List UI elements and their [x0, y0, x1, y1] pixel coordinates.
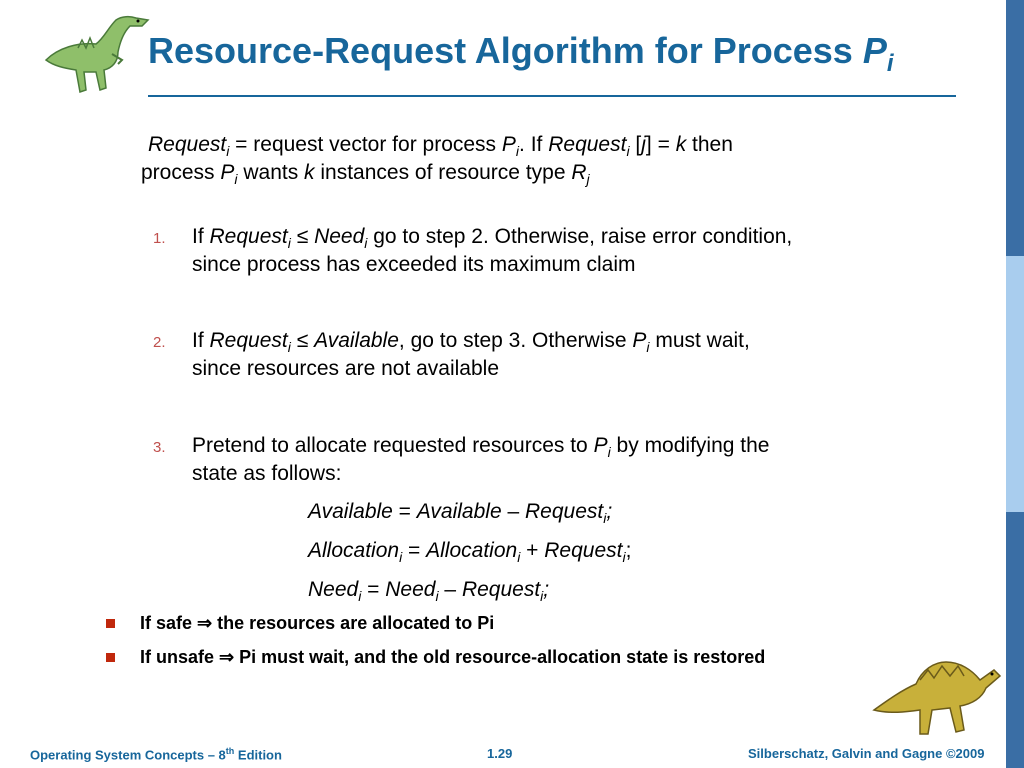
- title-underline: [148, 95, 956, 97]
- definition-line-2: process $P_i$ wants k instances of resource type $R_j$: [141, 161, 590, 188]
- bullet-square-icon: [106, 653, 115, 662]
- step-3-line-2: state as follows:: [192, 462, 342, 485]
- definition-line-1: Request$_i$ = request vector for process $P_i$. If Request$_i$ [j] = k then: [148, 133, 733, 160]
- equation-need: Need$_i$ = Need$_i$ – Request$_i$;: [308, 578, 550, 605]
- slide-title-main: Resource-Request Algorithm for Process: [148, 30, 863, 71]
- step-1-line-1: If Request$_i$ ≤ Need$_i$ go to step 2. Otherwise, raise error condition,: [192, 225, 793, 252]
- step-3-line-1: Pretend to allocate requested resources to $P_i$ by modifying the: [192, 434, 770, 461]
- equation-allocation: Allocation$_i$ = Allocation$_i$ + Request$_i$;: [308, 539, 632, 566]
- dinosaur-logo-icon: [38, 8, 158, 96]
- equation-available: Available = Available – Request$_i$;: [308, 500, 613, 527]
- side-decoration-bar: [1006, 0, 1024, 768]
- step-2-line-2: since resources are not available: [192, 357, 500, 380]
- bullet-safe: If safe ⇒ the resources are allocated to Pi: [140, 613, 495, 633]
- footer-slide-number: 1.29: [487, 746, 513, 761]
- step-1-line-2: since process has exceeded its maximum claim: [192, 253, 636, 276]
- bullet-square-icon: [106, 619, 115, 628]
- slide-title: [148, 30, 894, 78]
- slide-title-var: $P_i$: [862, 30, 894, 78]
- step-number: 1.: [153, 230, 166, 247]
- side-bar-segment-light: [1006, 256, 1024, 512]
- step-number: 3.: [153, 439, 166, 456]
- step-2-line-1: If Request$_i$ ≤ Available, go to step 3. Otherwise $P_i$ must wait,: [192, 329, 750, 356]
- footer-book-title: Operating System Concepts – 8th Edition: [30, 746, 282, 763]
- side-bar-segment-dark: [1006, 512, 1024, 768]
- dinosaur-logo-icon: [868, 640, 1008, 740]
- side-bar-segment-dark: [1006, 0, 1024, 256]
- step-number: 2.: [153, 334, 166, 351]
- footer-copyright: Silberschatz, Galvin and Gagne ©2009: [748, 746, 985, 761]
- bullet-unsafe: If unsafe ⇒ Pi must wait, and the old resource-allocation state is restored: [140, 647, 766, 667]
